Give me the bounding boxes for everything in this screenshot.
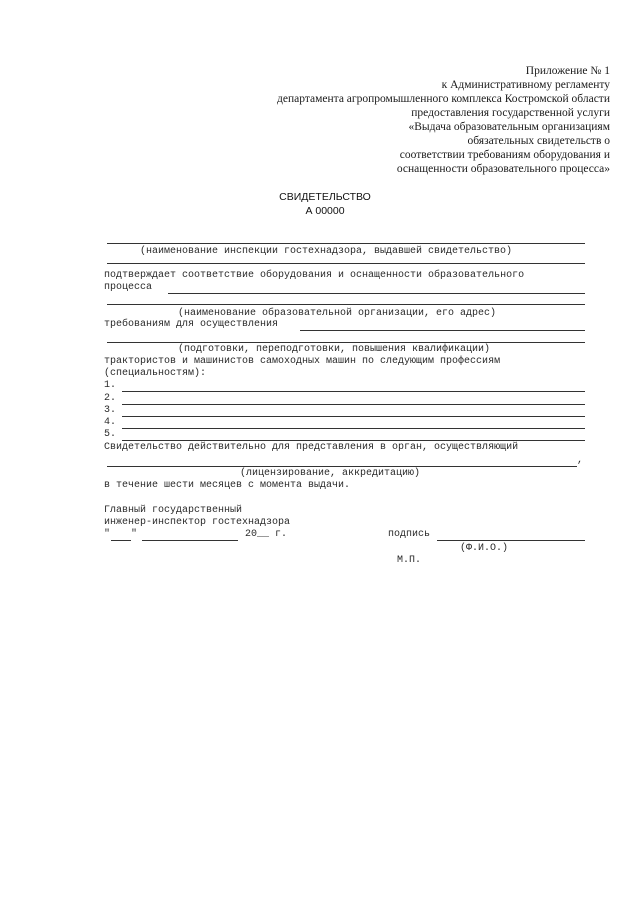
signature-label: подпись xyxy=(388,529,431,540)
item-number-4: 4. xyxy=(104,417,117,428)
item-number-2: 2. xyxy=(104,393,117,404)
validity-text: Свидетельство действительно для представления в орган, осуществляющий xyxy=(104,442,519,453)
date-quote-open: " xyxy=(104,529,111,540)
confirms-text: подтверждает соответствие оборудования и оснащенности образовательного xyxy=(104,270,525,281)
process-text: процесса xyxy=(104,282,153,293)
header-line-3: департамента агропромышленного комплекса Костромской области xyxy=(277,93,610,105)
org-line xyxy=(107,304,585,305)
professions-text: трактористов и машинистов самоходных машин по следующим профессиям xyxy=(104,356,501,367)
training-caption: (подготовки, переподготовки, повышения квалификации) xyxy=(178,344,491,355)
org-caption: (наименование образовательной организации, его адрес) xyxy=(178,308,497,319)
item-line-5 xyxy=(122,440,585,441)
requirements-label: требованиям для осуществления xyxy=(104,319,279,330)
period-text: в течение шести месяцев с момента выдачи. xyxy=(104,480,351,491)
position-line-1: Главный государственный xyxy=(104,505,243,516)
stamp-place: М.П. xyxy=(397,555,422,566)
item-number-1: 1. xyxy=(104,380,117,391)
licensing-caption: (лицензирование, аккредитацию) xyxy=(240,468,421,479)
date-year-text: 20__ г. xyxy=(245,529,288,540)
item-line-4 xyxy=(122,428,585,429)
header-line-6: обязательных свидетельств о xyxy=(467,135,610,147)
date-day-line xyxy=(111,540,131,541)
inspection-name-line xyxy=(107,243,585,244)
item-line-2 xyxy=(122,404,585,405)
header-line-1: Приложение № 1 xyxy=(525,65,610,77)
item-number-3: 3. xyxy=(104,405,117,416)
header-line-8: оснащенности образовательного процесса» xyxy=(396,163,610,175)
requirements-line xyxy=(300,330,585,331)
header-line-7: соответствии требованиям оборудования и xyxy=(399,149,610,161)
date-month-line xyxy=(142,540,238,541)
header-line-5: «Выдача образовательным организациям xyxy=(408,121,610,133)
training-line xyxy=(107,342,585,343)
licensing-line xyxy=(107,466,577,467)
inspection-name-line-2 xyxy=(107,263,585,264)
position-line-2: инженер-инспектор гостехнадзора xyxy=(104,517,291,528)
process-line xyxy=(168,293,585,294)
document-number: А 00000 xyxy=(305,205,345,217)
fio-caption: (Ф.И.О.) xyxy=(460,543,509,554)
inspection-caption: (наименование инспекции гостехнадзора, выдавшей свидетельство) xyxy=(140,246,513,257)
specialties-text: (специальностям): xyxy=(104,368,207,379)
document-title: СВИДЕТЕЛЬСТВО xyxy=(279,191,371,203)
header-line-4: предоставления государственной услуги xyxy=(411,107,610,119)
item-number-5: 5. xyxy=(104,429,117,440)
header-line-2: к Административному регламенту xyxy=(441,79,610,91)
licensing-comma: , xyxy=(577,455,584,466)
signature-line xyxy=(437,540,585,541)
item-line-1 xyxy=(122,391,585,392)
item-line-3 xyxy=(122,416,585,417)
date-quote-close: " xyxy=(131,529,138,540)
